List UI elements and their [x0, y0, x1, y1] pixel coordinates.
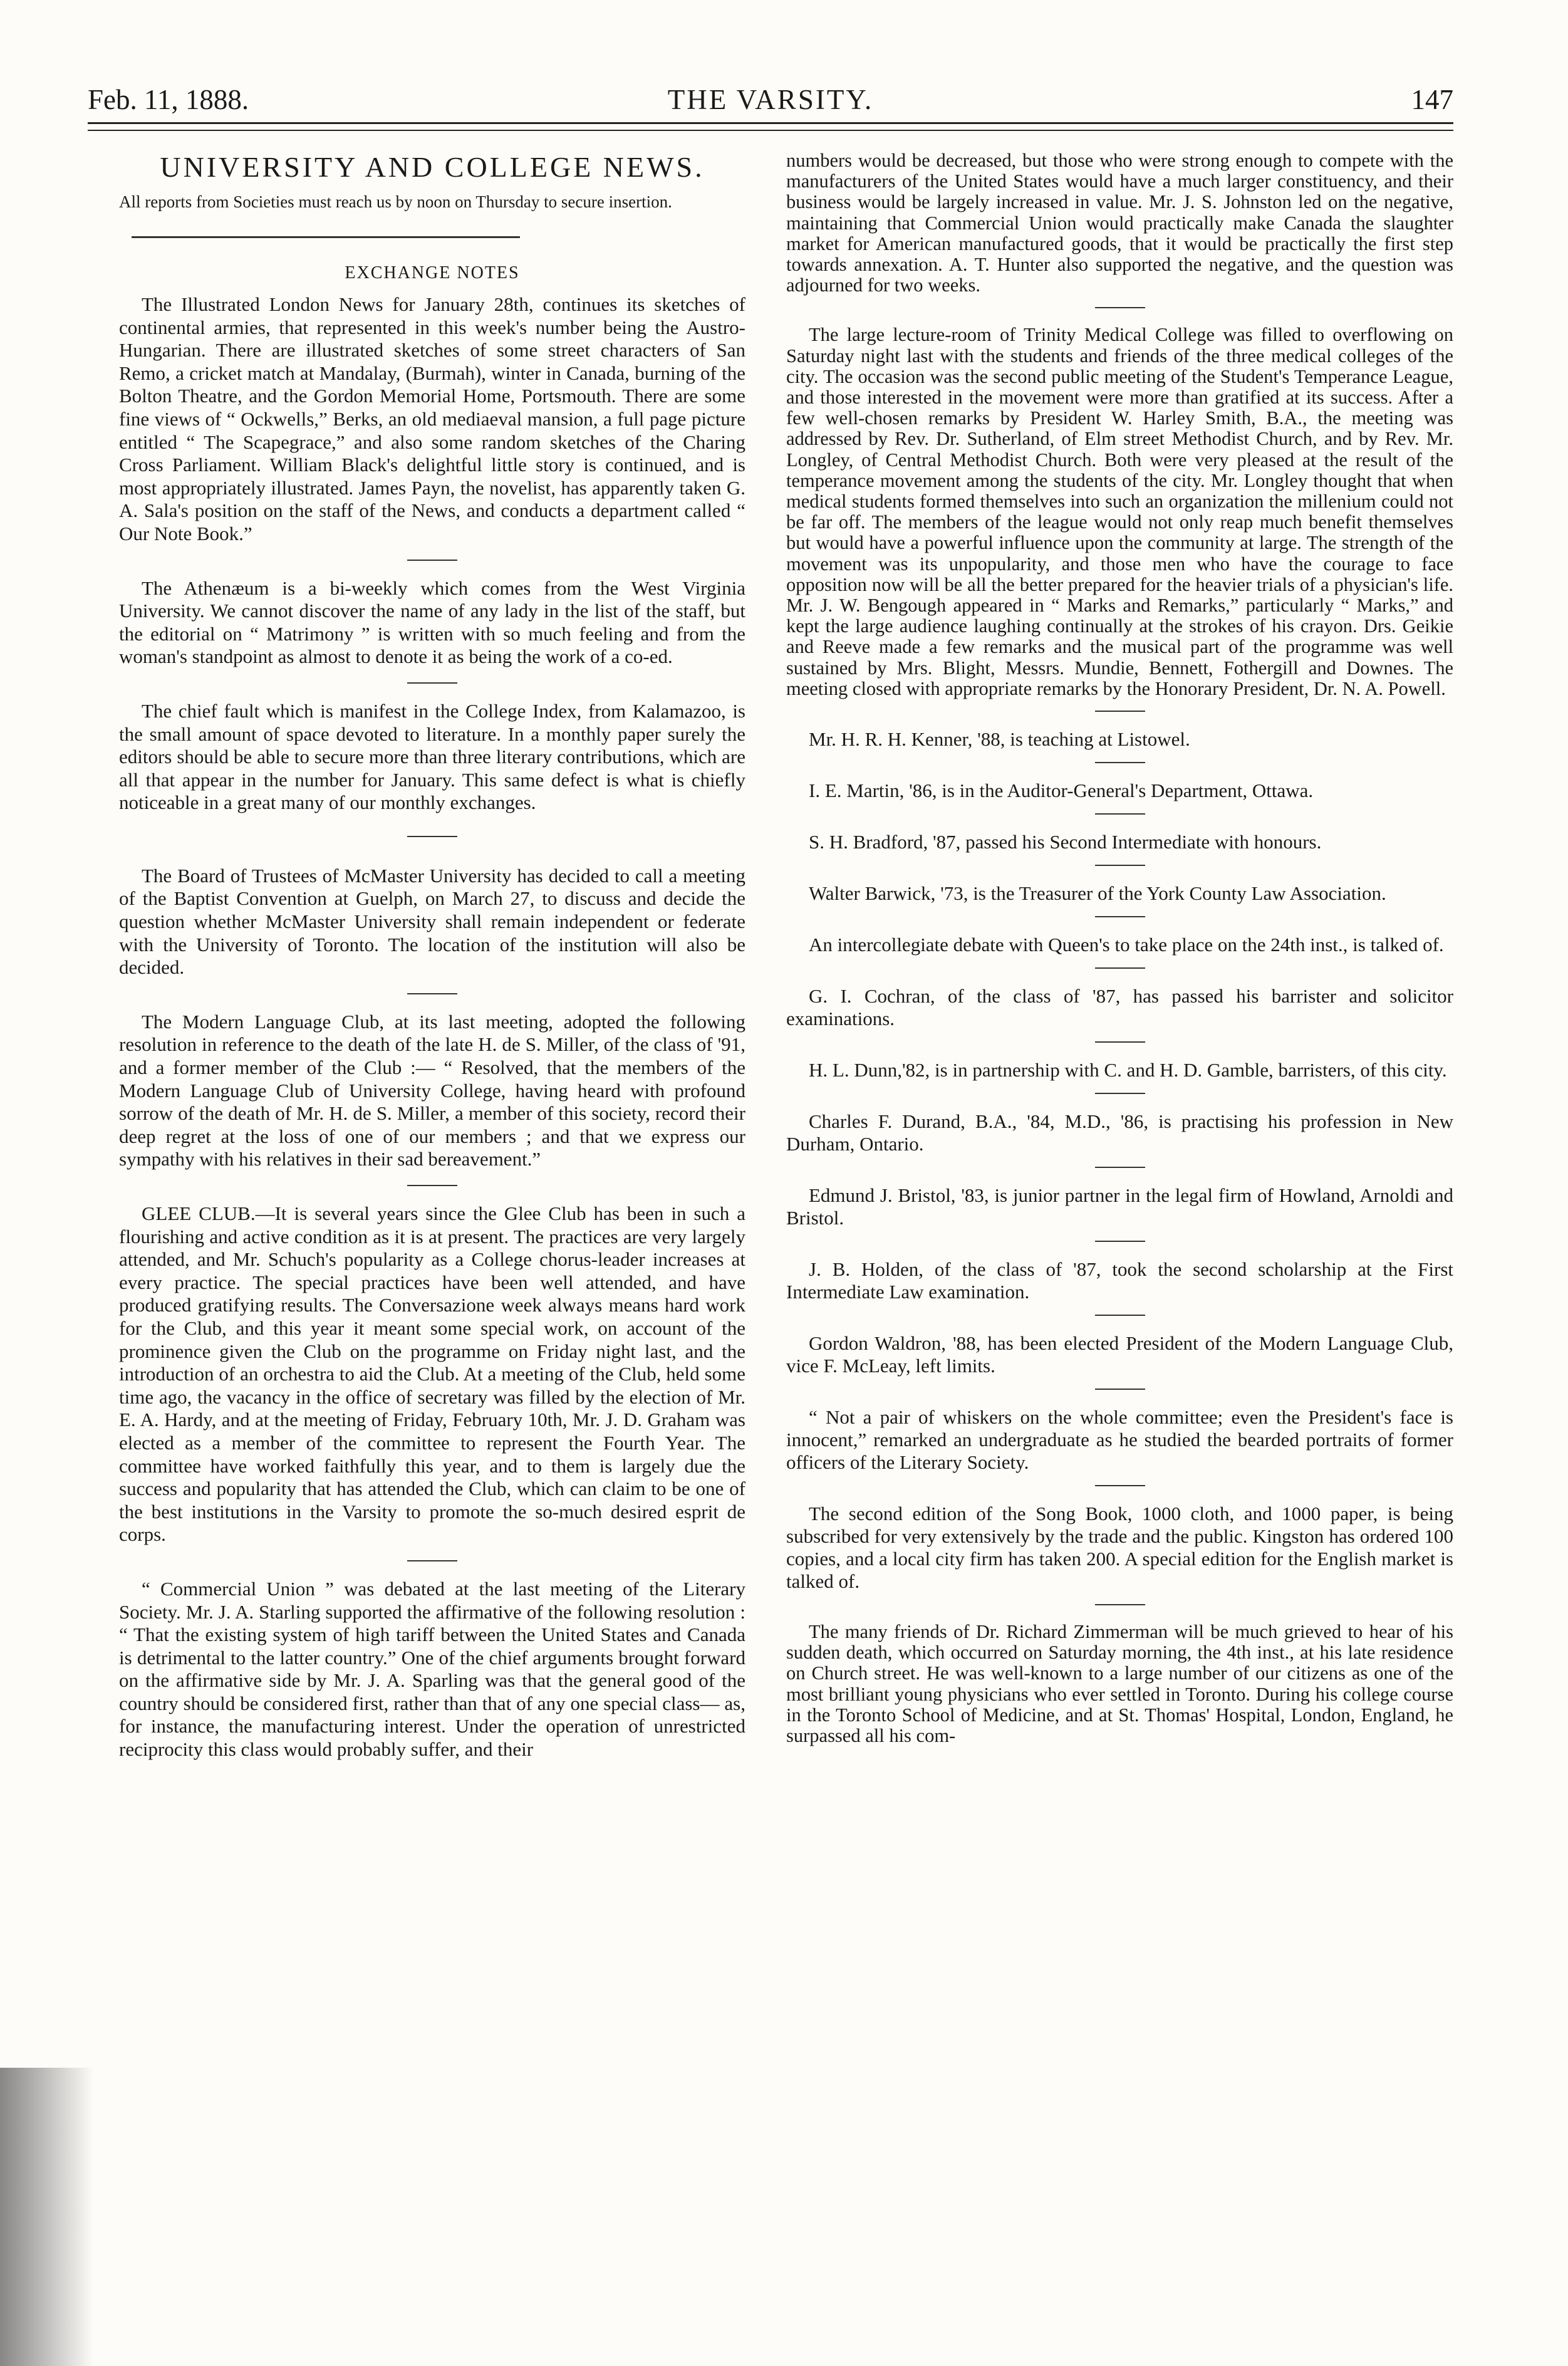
publication-title: THE VARSITY.	[667, 84, 874, 115]
divider	[1095, 307, 1145, 308]
issue-date: Feb. 11, 1888.	[88, 84, 249, 115]
running-head	[88, 78, 1453, 122]
personal-note: I. E. Martin, '86, is in the Auditor-General's Department, Ottawa.	[809, 779, 1314, 802]
divider	[407, 993, 457, 994]
divider	[407, 682, 457, 684]
personal-note: Mr. H. R. H. Kenner, '88, is teaching at Listowel.	[809, 728, 1190, 751]
header-rule	[88, 122, 1453, 131]
page-edge-shadow	[0, 2068, 94, 2366]
article-paragraph: The chief fault which is manifest in the College Index, from Kalamazoo, is the small amount of space devoted to literature. In a monthly paper surely the editors should be able to secure more than three literary contributions, which are all that appear in the number for January. This same defect is what is chiefly noticeable in a great many of our monthly exchanges.	[119, 699, 745, 814]
divider	[1095, 1604, 1145, 1605]
exchange-heading: EXCHANGE NOTES	[345, 263, 520, 283]
personal-note: S. H. Bradford, '87, passed his Second Intermediate with honours.	[809, 831, 1322, 853]
personal-note: Walter Barwick, '73, is the Treasurer of the York County Law Association.	[809, 882, 1386, 905]
divider	[407, 836, 457, 837]
personal-note: An intercollegiate debate with Queen's to take place on the 24th inst., is talked of.	[809, 934, 1444, 956]
personal-note: Edmund J. Bristol, '83, is junior partner in the legal firm of Howland, Arnoldi and Bristol.	[786, 1184, 1453, 1229]
page-number: 147	[1411, 84, 1453, 115]
personal-note: The second edition of the Song Book, 1000 cloth, and 1000 paper, is being subscribed for very extensively by the trade and the public. Kingston has ordered 100 copies, and a local city firm has taken 200. A special edition for the English market is talked of.	[786, 1503, 1453, 1593]
divider	[1095, 762, 1145, 763]
personal-note: G. I. Cochran, of the class of '87, has passed his barrister and solicitor examinations.	[786, 985, 1453, 1030]
article-paragraph: The Athenæum is a bi-weekly which comes from the West Virginia University. We cannot discover the name of any lady in the list of the staff, but the editorial on “ Matrimony ” is written with so much feeling and from the woman's standpoint as almost to denote it as being the work of a co-ed.	[119, 576, 745, 668]
divider	[407, 1185, 457, 1186]
divider	[1095, 711, 1145, 712]
right-column	[786, 150, 1453, 1746]
article-paragraph: The large lecture-room of Trinity Medical College was filled to overflowing on Saturday night last with the students and friends of the three medical colleges of the city. The occasion was the second public meeting of the Student's Temperance League, and those interested in the movement were more than gratified at its success. After a few well-chosen remarks by President W. Harley Smith, B.A., the meeting was addressed by Rev. Dr. Sutherland, of Elm street Methodist Church, and by Rev. Mr. Longley, of Central Methodist Church. Both were very pleased at the result of the temperance movement among the students of the city. Mr. Longley thought that when medical students formed themselves into such an organization the millenium could not be far off. The members of the league would not only reap much benefit themselves but would have a powerful influence upon the community at large. The strength of the movement was its unpopularity, and those men who have the courage to face opposition now will be all the better prepared for the heavier trials of a physician's life. Mr. J. W. Bengough appeared in “ Marks and Remarks,” particularly “ Marks,” and kept the large audience laughing continually at the strokes of his crayon. Drs. Geikie and Reeve made a few remarks and the musical part of the programme was well sustained by Mrs. Blight, Messrs. Mundie, Bennett, Fothergill and Downes. The meeting closed with appropriate remarks by the Honorary President, Dr. N. A. Powell.	[786, 324, 1453, 699]
divider	[407, 560, 457, 561]
article-paragraph: The Illustrated London News for January 28th, continues its sketches of continental armies, that represented in this week's number being the Austro-Hungarian. There are illustrated sketches of some street characters of San Remo, a cricket match at Mandalay, (Burmah), winter in Canada, burning of the Bolton Theatre, and the Gordon Memorial Home, Portsmouth. There are some fine views of “ Ockwells,” Berks, an old mediaeval mansion, a full page picture entitled “ The Scapegrace,” and also some random sketches of the Charing Cross Parliament. William Black's delightful little story is continued, and is most appropriately illustrated. James Payn, the novelist, has apparently taken G. A. Sala's position on the staff of the News, and conducts a department called “ Our Note Book.”	[119, 293, 745, 545]
personal-note: Charles F. Durand, B.A., '84, M.D., '86, is practising his profession in New Durham, Ontario.	[786, 1110, 1453, 1155]
divider	[1095, 1041, 1145, 1043]
divider	[1095, 1093, 1145, 1094]
divider	[1095, 813, 1145, 815]
divider	[1095, 967, 1145, 969]
left-column	[119, 150, 745, 1761]
personal-note: J. B. Holden, of the class of '87, took the second scholarship at the First Intermediate Law examination.	[786, 1258, 1453, 1303]
divider	[132, 236, 520, 238]
divider	[1095, 916, 1145, 917]
submission-notice: All reports from Societies must reach us by noon on Thursday to secure insertion.	[119, 192, 672, 211]
section-title: UNIVERSITY AND COLLEGE NEWS.	[160, 151, 705, 183]
article-paragraph: The Modern Language Club, at its last meeting, adopted the following resolution in reference to the death of the late H. de S. Miller, of the class of '91, and a former member of the Club :— “ Resolved, that the members of the Modern Language Club of University College, having heard with profound sorrow of the death of Mr. H. de S. Miller, a member of this society, record their deep regret at the loss of one of our members ; and that we express our sympathy with his relatives in their sad bereavement.”	[119, 1010, 745, 1170]
divider	[1095, 1315, 1145, 1316]
divider	[1095, 1241, 1145, 1242]
divider	[1095, 1485, 1145, 1486]
article-paragraph: “ Commercial Union ” was debated at the last meeting of the Literary Society. Mr. J. A. Starling supported the affirmative of the following resolution : “ That the existing system of high tariff between the United States and Canada is detrimental to the latter country.” One of the chief arguments brought forward on the affirmative side by Mr. J. A. Sparling was that the general good of the country should be considered first, rather than that of any one special class— as, for instance, the manufacturing interest. Under the operation of unrestricted reciprocity this class would probably suffer, and their	[119, 1577, 745, 1761]
article-paragraph: numbers would be decreased, but those who were strong enough to compete with the manufacturers of the United States would have a much larger constituency, and their business would be largely increased in value. Mr. J. S. Johnston led on the negative, maintaining that Commercial Union would practically make Canada the slaughter market for American manufactured goods, that it would be practically the first step towards annexation. A. T. Hunter also supported the negative, and the question was adjourned for two weeks.	[786, 150, 1453, 296]
divider	[407, 1560, 457, 1561]
personal-note: “ Not a pair of whiskers on the whole committee; even the President's face is innocent,” remarked an undergraduate as he studied the bearded portraits of former officers of the Literary Society.	[786, 1406, 1453, 1474]
article-paragraph: GLEE CLUB.—It is several years since the Glee Club has been in such a flourishing and active condition as it is at present. The practices are very largely attended, and Mr. Schuch's popularity as a College chorus-leader increases at every practice. The special practices have been well attended, and have produced gratifying results. The Conversazione week always means hard work for the Club, and this year it meant some special work, on account of the prominence given the Club on the programme on Friday night last, and the introduction of an orchestra to aid the Club. At a meeting of the Club, held some time ago, the vacancy in the office of secretary was filled by the election of Mr. E. A. Hardy, and at the meeting of Friday, February 10th, Mr. J. D. Graham was elected as a member of the committee to represent the Fourth Year. The committee have worked faithfully this year, and to them is largely due the success and popularity that has attended the Club, which can claim to be one of the best institutions in the Varsity to promote the so-much desired esprit de corps.	[119, 1202, 745, 1546]
personal-note: H. L. Dunn,'82, is in partnership with C. and H. D. Gamble, barristers, of this city.	[809, 1059, 1447, 1081]
divider	[1095, 1167, 1145, 1168]
article-paragraph: The many friends of Dr. Richard Zimmerman will be much grieved to hear of his sudden death, which occurred on Saturday morning, the 4th inst., at his late residence on Church street. He was well-known to a large number of our citizens as one of the most brilliant young physicians who ever settled in Toronto. During his college course in the Toronto School of Medicine, and at St. Thomas' Hospital, London, England, he surpassed all his com-	[786, 1621, 1453, 1747]
personal-note: Gordon Waldron, '88, has been elected President of the Modern Language Club, vice F. McLeay, left limits.	[786, 1332, 1453, 1377]
divider	[1095, 1389, 1145, 1390]
article-paragraph: The Board of Trustees of McMaster University has decided to call a meeting of the Baptist Convention at Guelph, on March 27, to discuss and decide the question whether McMaster University shall remain independent or federate with the University of Toronto. The location of the institution will also be decided.	[119, 864, 745, 979]
divider	[1095, 865, 1145, 866]
